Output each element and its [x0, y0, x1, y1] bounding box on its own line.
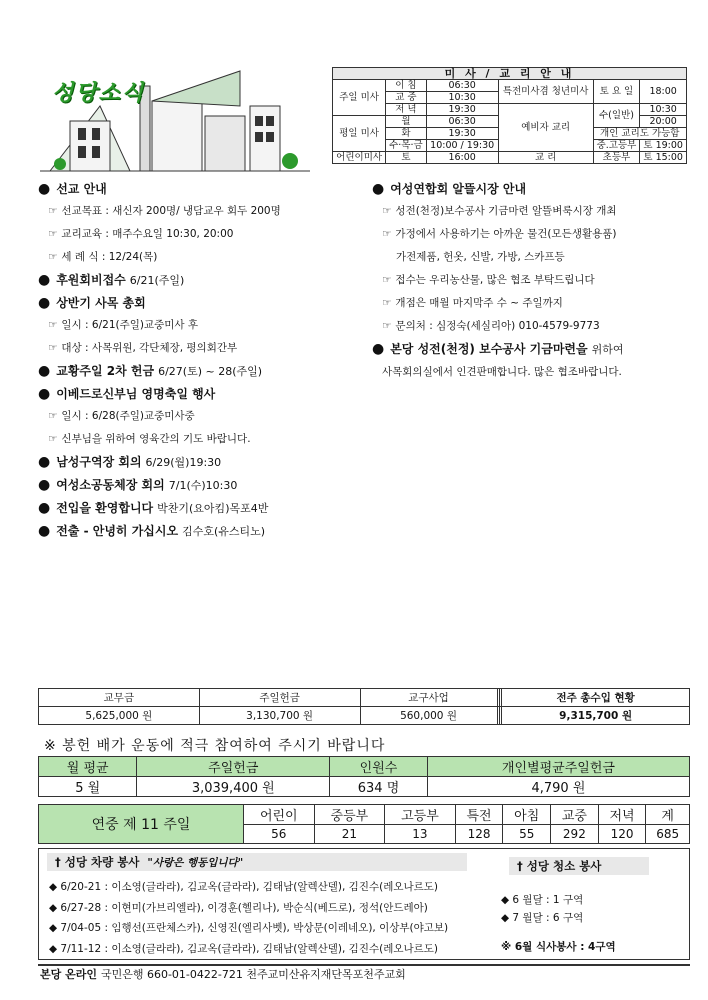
sub-item: ☞ 세 례 식 : 12/24(목) [48, 251, 158, 263]
sub-item: ☞ 성전(천정)보수공사 기금마련 알뜰벼룩시장 개최 [382, 205, 617, 217]
sub-item: ☞ 일시 : 6/28(주일)교중미사중 [48, 410, 195, 422]
section-heading: ● 선교 안내 [38, 181, 107, 197]
offering-notice: ※ 봉헌 배가 운동에 적극 참여하여 주시기 바랍니다 [44, 738, 386, 754]
section-heading: ● 남성구역장 회의 6/29(월)19:30 [38, 454, 222, 470]
pointing-hand-icon: ☞ [48, 433, 58, 445]
left-announcements [38, 178, 368, 543]
right-announcements [372, 178, 692, 384]
list-item: ◆ 7/04-05 : 임행선(프란체스카), 신영진(엘리사벳), 박상문(이레네오), 이상부(야고보) [49, 922, 449, 934]
pointing-hand-icon: ☞ [382, 228, 392, 240]
pointing-hand-icon: ☞ [382, 274, 392, 286]
footer: 본당 온라인 국민은행 660-01-0422-721 천주교미산유지재단목포천주교회 [40, 968, 406, 981]
pointing-hand-icon: ☞ [382, 205, 392, 217]
sub-item-continued: 사목회의실에서 인견판매합니다. 많은 협조바랍니다. [382, 366, 622, 378]
cleaning-service-list [501, 891, 583, 927]
sub-item: ☞ 대상 : 사목위원, 각단체장, 평의회간부 [48, 342, 238, 354]
vehicle-service-list [49, 877, 448, 959]
list-item: ◆ 7/11-12 : 이소영(글라라), 김교옥(글라라), 김태남(알렉산델), 김진수(레오나르도) [49, 942, 439, 955]
pointing-hand-icon: ☞ [48, 410, 58, 422]
section-heading: ● 여성소공동체장 회의 7/1(수)10:30 [38, 477, 238, 493]
monthly-average-table: 월 평균 주일헌금 인원수 개인별평균주일헌금 5 월 3,039,400 원 634 명 4,790 원 [38, 756, 690, 797]
section-heading: ● 본당 성전(천정) 보수공사 기금마련을 위하여 [372, 341, 624, 357]
section-heading: ● 교황주일 2차 헌금 6/27(토) ~ 28(주일) [38, 363, 263, 379]
sub-item: ☞ 선교목표 : 새신자 200명/ 냉담교우 회두 200명 [48, 205, 281, 217]
pointing-hand-icon: ☞ [382, 320, 392, 332]
sub-item: ☞ 교리교육 : 매주수요일 10:30, 20:00 [48, 228, 234, 240]
logo-title: 성당소식 [52, 81, 146, 106]
section-heading: ● 상반기 사목 총회 [38, 295, 146, 311]
sub-item: ☞ 신부님을 위하여 영육간의 기도 바랍니다. [48, 433, 251, 445]
sub-item: ☞ 문의처 : 심정숙(세실리아) 010-4579-9773 [382, 320, 600, 332]
pointing-hand-icon: ☞ [48, 228, 58, 240]
mass-schedule-table: 미 사 / 교 리 안 내 주일 미사 이 침 06:30 특전미사겸 청년미사 토 요 일 18:00 교 중 10:30 저 녁 19:30 예비자 교리 수(일반) 10:30 평일 미사 월 06:30 20:00 화 19:30 개인 교리도 가능함 수·목·금 10:00 / 19:30 중.고등부 토 19:00 어린이미사 토 16:00 교 리 초등부 토 15:00 [332, 67, 687, 164]
section-heading: ● 후원회비접수 6/21(주일) [38, 272, 185, 288]
cleaning-service-title: † 성당 청소 봉사 [509, 857, 649, 875]
finance-table: 교무금 주일헌금 교구사업 전주 총수입 현황 5,625,000 원 3,130,700 원 560,000 원 9,315,700 원 [38, 688, 690, 725]
sub-item-continued: 가전제품, 헌옷, 신발, 가방, 스카프등 [396, 251, 565, 263]
meal-service: ※ 6월 식사봉사 : 4구역 [501, 941, 616, 953]
sub-item: ☞ 개점은 매월 마지막주 수 ~ 주일까지 [382, 297, 563, 309]
section-heading: ● 이베드로신부님 영명축일 행사 [38, 386, 216, 402]
section-heading: ● 전출 - 안녕히 가십시오 김수호(유스티노) [38, 523, 266, 539]
pointing-hand-icon: ☞ [48, 342, 58, 354]
pointing-hand-icon: ☞ [48, 319, 58, 331]
section-heading: ● 여성연합회 알뜰시장 안내 [372, 181, 527, 197]
attendance-table: 연중 제 11 주일 어린이 중등부 고등부 특전 아침 교중 저녁 계 56 21 13 128 55 292 120 685 [38, 804, 690, 844]
list-item: ◆ 6/20-21 : 이소영(글라라), 김교옥(글라라), 김태남(알렉산델), 김진수(레오나르도) [49, 881, 439, 893]
service-box [38, 848, 690, 960]
list-item: ◆ 6/27-28 : 이현미(가브리엘라), 이경훈(헬리나), 박순식(베드로), 정석(안드레아) [49, 901, 428, 914]
pointing-hand-icon: ☞ [48, 251, 58, 263]
sub-item: ☞ 접수는 우리농산물, 많은 협조 부탁드립니다 [382, 274, 595, 286]
pointing-hand-icon: ☞ [382, 297, 392, 309]
sub-item: ☞ 가정에서 사용하기는 아까운 물건(모든생활용품) [382, 228, 617, 240]
pointing-hand-icon: ☞ [48, 205, 58, 217]
section-heading: ● 전입을 환영합니다 박찬기(요아킴)목포4반 [38, 500, 269, 516]
sub-item: ☞ 일시 : 6/21(주일)교중미사 후 [48, 319, 199, 331]
vehicle-service-title: † 성당 차량 봉사 "사랑은 행동입니다" [47, 853, 467, 871]
list-item: ◆ 7 월달 : 6 구역 [501, 912, 584, 924]
list-item: ◆ 6 월달 : 1 구역 [501, 894, 584, 906]
